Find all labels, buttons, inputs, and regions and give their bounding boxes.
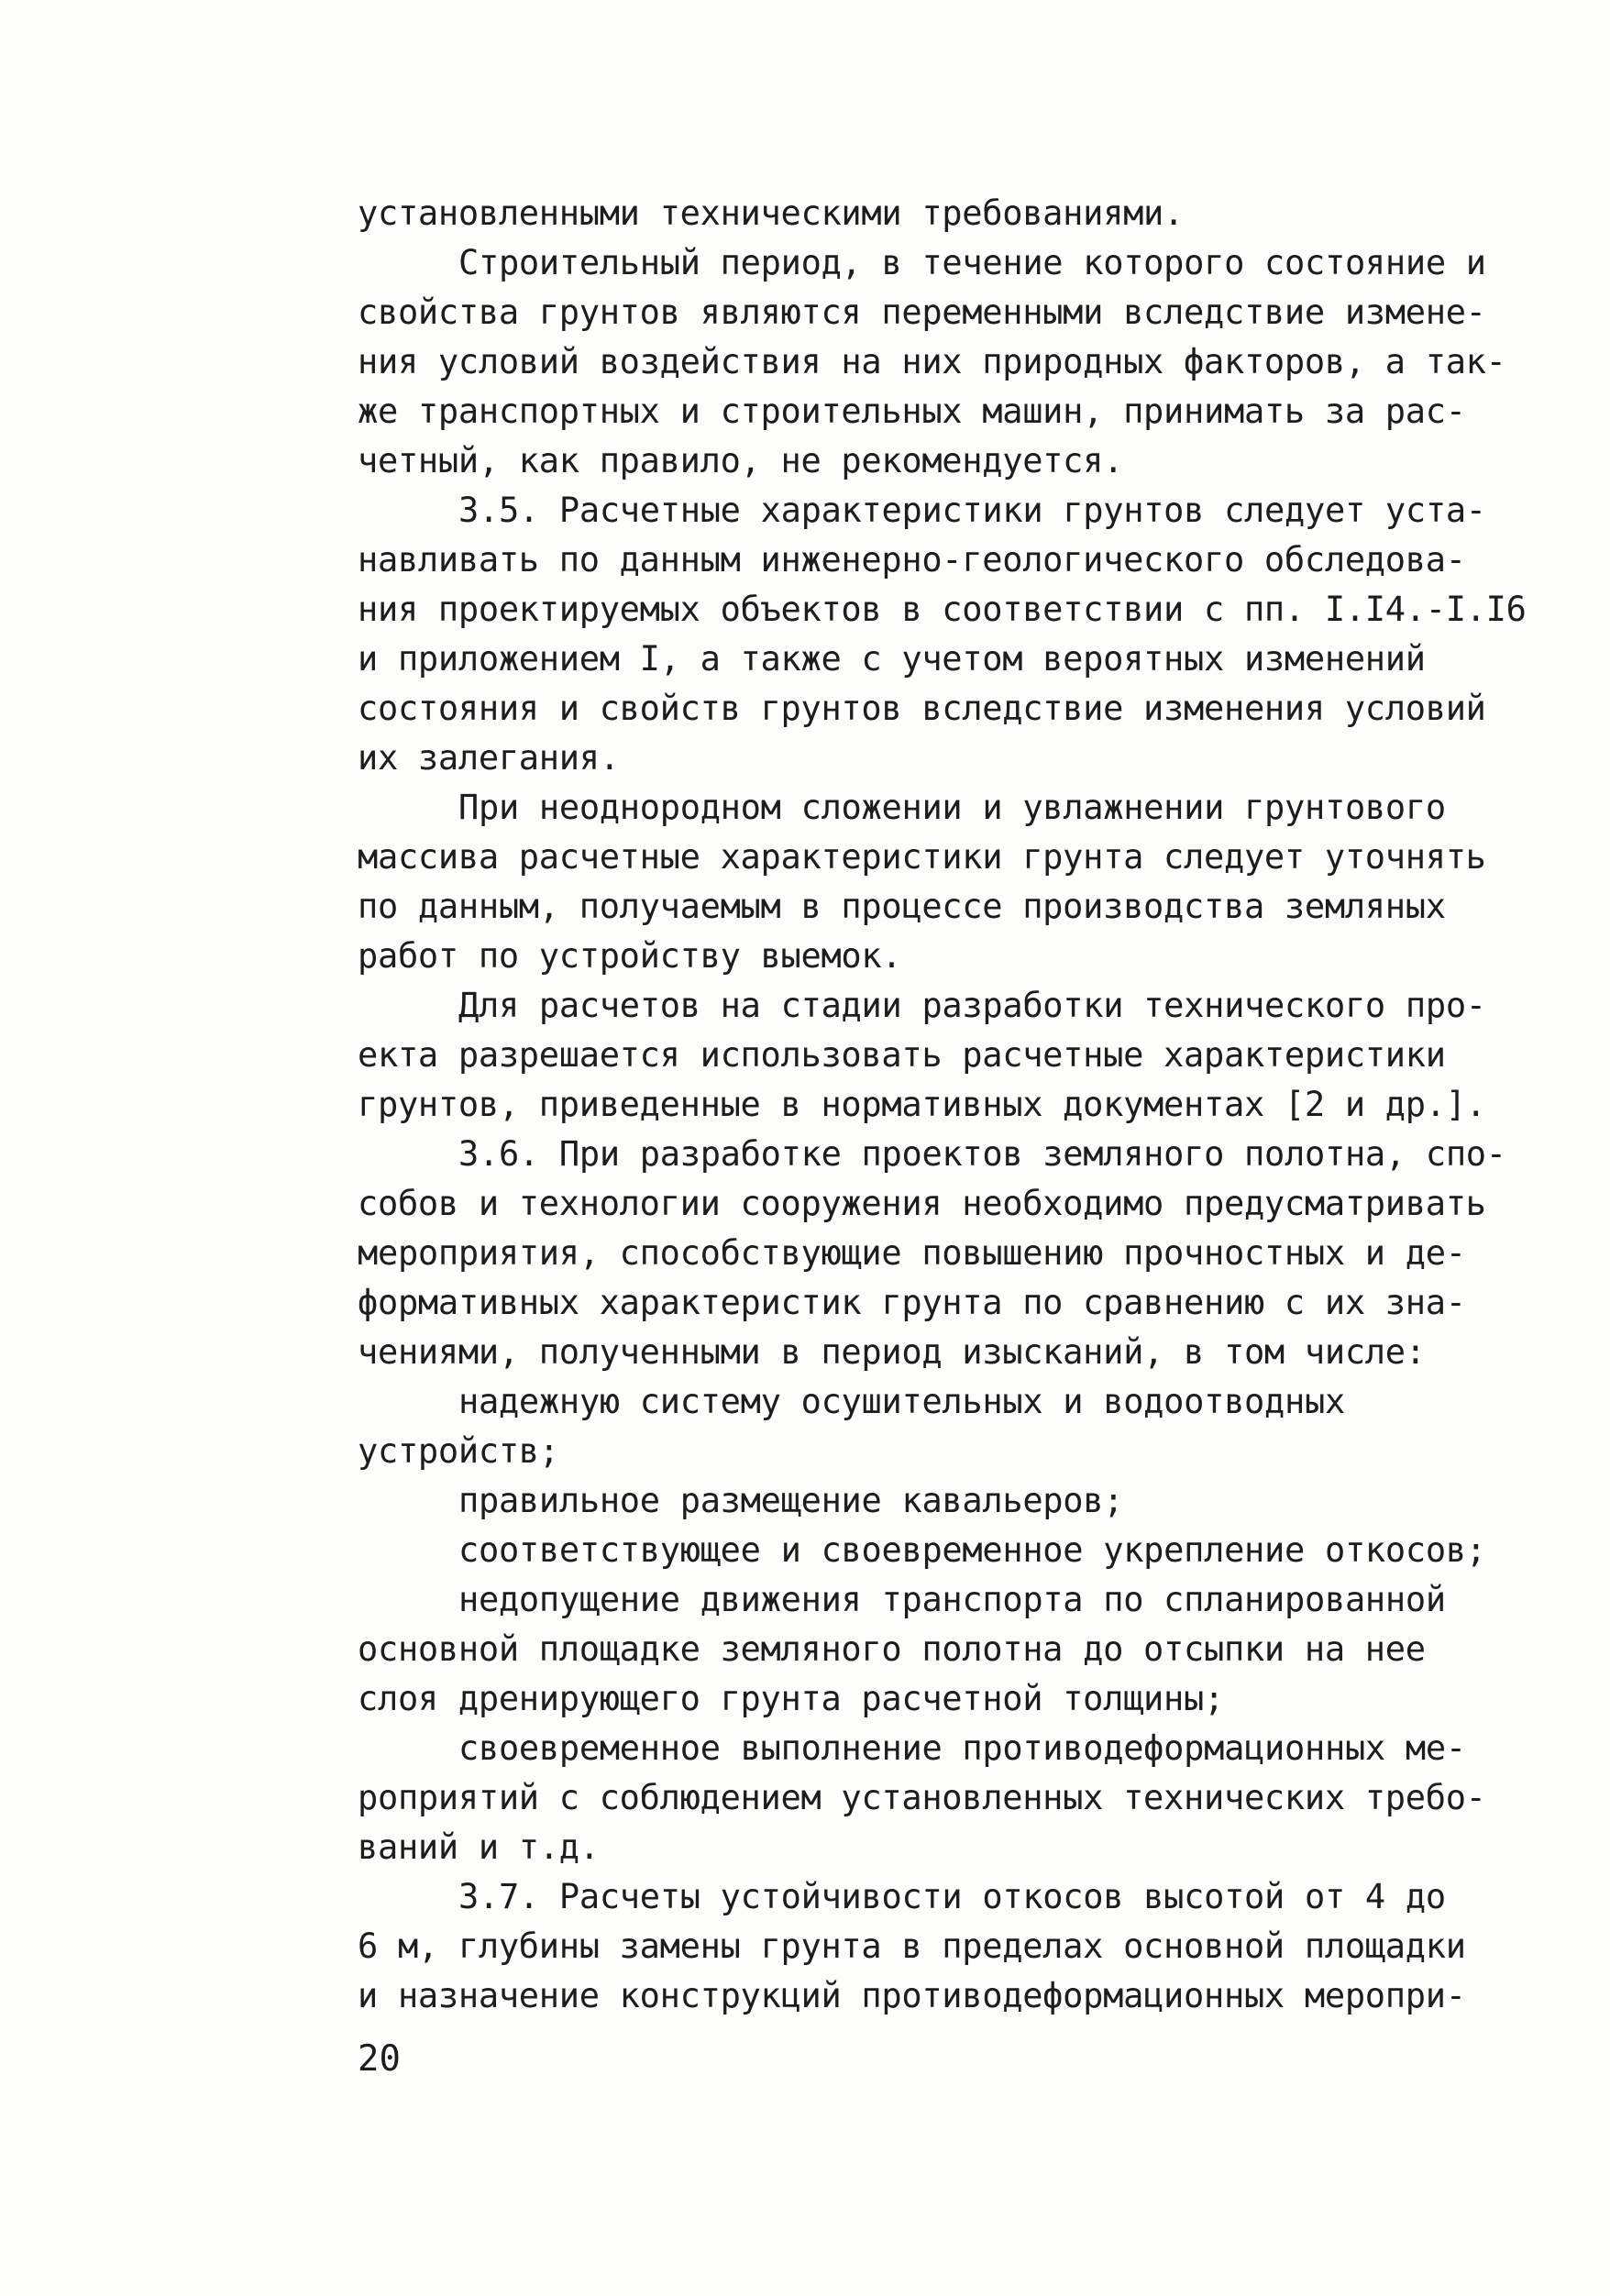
text-line: навливать по данным инженерно-геологического обследова- — [358, 540, 1466, 580]
text-line: и приложением I, а также с учетом вероятных изменений — [358, 639, 1426, 679]
text-line: их залегания. — [358, 738, 620, 778]
text-line: установленными техническими требованиями. — [358, 193, 1185, 233]
text-line: формативных характеристик грунта по сравнению с их зна- — [358, 1283, 1466, 1322]
text-line: же транспортных и строительных машин, принимать за рас- — [358, 392, 1466, 431]
text-line: 3.6. При разработке проектов земляного полотна, спо- — [458, 1134, 1506, 1174]
text-line: работ по устройству выемок. — [358, 936, 902, 976]
text-line: Строительный период, в течение которого состояние и — [458, 243, 1486, 282]
text-line: своевременное выполнение противодеформационных ме- — [458, 1728, 1466, 1768]
text-line: роприятий с соблюдением установленных технических требо- — [358, 1778, 1486, 1817]
text-line: правильное размещение кавальеров; — [458, 1481, 1124, 1520]
page-number: 20 — [358, 2038, 401, 2080]
text-line: соответствующее и своевременное укрепление откосов; — [458, 1530, 1486, 1570]
text-line: надежную систему осушительных и водоотводных — [458, 1382, 1345, 1421]
text-line: слоя дренирующего грунта расчетной толщины; — [358, 1679, 1224, 1718]
text-line: При неоднородном сложении и увлажнении грунтового — [458, 788, 1446, 827]
text-line: грунтов, приведенные в нормативных документах [2 и др.]. — [358, 1085, 1486, 1124]
text-line: устройств; — [358, 1431, 559, 1471]
text-line: свойства грунтов являются переменными вследствие измене- — [358, 293, 1486, 332]
text-line: и назначение конструкций противодеформационных меропри- — [358, 1976, 1466, 2015]
text-line: четный, как правило, не рекомендуется. — [358, 441, 1124, 480]
text-line: екта разрешается использовать расчетные характеристики — [358, 1035, 1446, 1075]
text-line: ния условий воздействия на них природных факторов, а так- — [358, 342, 1506, 381]
text-line: 3.5. Расчетные характеристики грунтов следует уста- — [458, 491, 1486, 530]
text-line: ния проектируемых объектов в соответствии с пп. I.I4.-I.I6 — [358, 590, 1527, 629]
text-line: массива расчетные характеристики грунта следует уточнять — [358, 837, 1486, 877]
text-line: ваний и т.д. — [358, 1827, 600, 1867]
text-line: 6 м, глубины замены грунта в пределах основной площадки — [358, 1926, 1466, 1966]
text-line: собов и технологии сооружения необходимо предусматривать — [358, 1184, 1486, 1223]
text-line: состояния и свойств грунтов вследствие изменения условий — [358, 689, 1486, 728]
text-line: по данным, получаемым в процессе производства земляных — [358, 887, 1446, 926]
text-line: 3.7. Расчеты устойчивости откосов высотой от 4 до — [458, 1877, 1446, 1916]
text-line: основной площадке земляного полотна до отсыпки на нее — [358, 1629, 1426, 1669]
text-line: мероприятия, способствующие повышению прочностных и де- — [358, 1233, 1466, 1273]
text-line: чениями, полученными в период изысканий, в том числе: — [358, 1332, 1426, 1372]
text-line: Для расчетов на стадии разработки технического про- — [458, 986, 1486, 1025]
text-line: недопущение движения транспорта по спланированной — [458, 1580, 1446, 1619]
